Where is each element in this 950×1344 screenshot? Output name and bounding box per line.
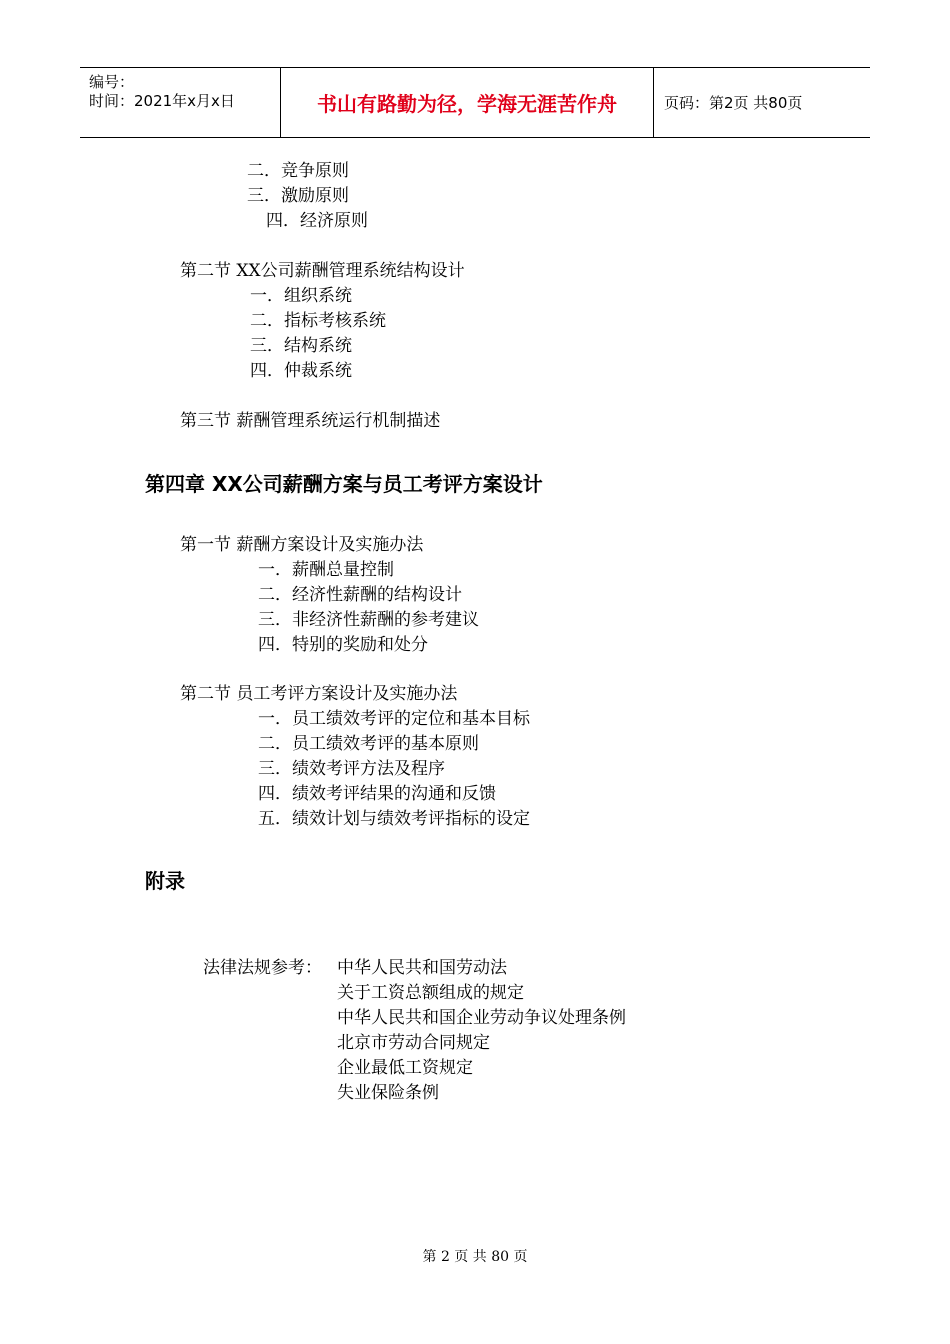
toc-item: 四．特别的奖励和处分 <box>258 635 428 655</box>
page-footer <box>0 1246 950 1266</box>
toc-item: 二．指标考核系统 <box>250 311 386 331</box>
header-motto-cell <box>281 68 654 137</box>
toc-item: 一．薪酬总量控制 <box>258 560 394 580</box>
law-item: 失业保险条例 <box>337 1083 439 1103</box>
toc-item: 四．经济原则 <box>266 211 368 231</box>
toc-item: 一．员工绩效考评的定位和基本目标 <box>258 709 530 729</box>
toc-item: 二．员工绩效考评的基本原则 <box>258 734 479 754</box>
toc-section-title: 第三节 薪酬管理系统运行机制描述 <box>180 411 441 431</box>
header-page-info: 页码：第2页 共80页 <box>664 94 803 112</box>
header-motto: 书山有路勤为径，学海无涯苦作舟 <box>317 92 617 116</box>
footer-page-number: 第 2 页 共 80 页 <box>422 1249 528 1265</box>
law-item: 中华人民共和国企业劳动争议处理条例 <box>337 1008 626 1028</box>
law-item: 中华人民共和国劳动法 <box>337 958 507 978</box>
appendix-heading: 附录 <box>145 869 185 893</box>
toc-section-title: 第二节 员工考评方案设计及实施办法 <box>180 684 458 704</box>
toc-item: 二．竞争原则 <box>247 161 349 181</box>
toc-item: 四．绩效考评结果的沟通和反馈 <box>258 784 496 804</box>
toc-item: 三．结构系统 <box>250 336 352 356</box>
page-header <box>80 67 870 138</box>
document-time-label: 时间：2021年x月x日 <box>89 92 235 110</box>
toc-section-title: 第二节 XX公司薪酬管理系统结构设计 <box>180 261 465 281</box>
toc-item: 四．仲裁系统 <box>250 361 352 381</box>
toc-item: 三．激励原则 <box>247 186 349 206</box>
law-item: 企业最低工资规定 <box>337 1058 473 1078</box>
document-number-label: 编号： <box>89 73 135 91</box>
toc-item: 五．绩效计划与绩效考评指标的设定 <box>258 809 530 829</box>
toc-item: 一．组织系统 <box>250 286 352 306</box>
law-item: 北京市劳动合同规定 <box>337 1033 490 1053</box>
header-page-cell <box>654 68 870 137</box>
header-left-cell <box>80 68 281 137</box>
toc-section-title: 第一节 薪酬方案设计及实施办法 <box>180 535 424 555</box>
law-item: 关于工资总额组成的规定 <box>337 983 524 1003</box>
toc-item: 二．经济性薪酬的结构设计 <box>258 585 462 605</box>
toc-item: 三．非经济性薪酬的参考建议 <box>258 610 479 630</box>
chapter-heading: 第四章 XX公司薪酬方案与员工考评方案设计 <box>145 472 543 496</box>
toc-item: 三．绩效考评方法及程序 <box>258 759 445 779</box>
law-reference-label: 法律法规参考： <box>203 958 322 978</box>
